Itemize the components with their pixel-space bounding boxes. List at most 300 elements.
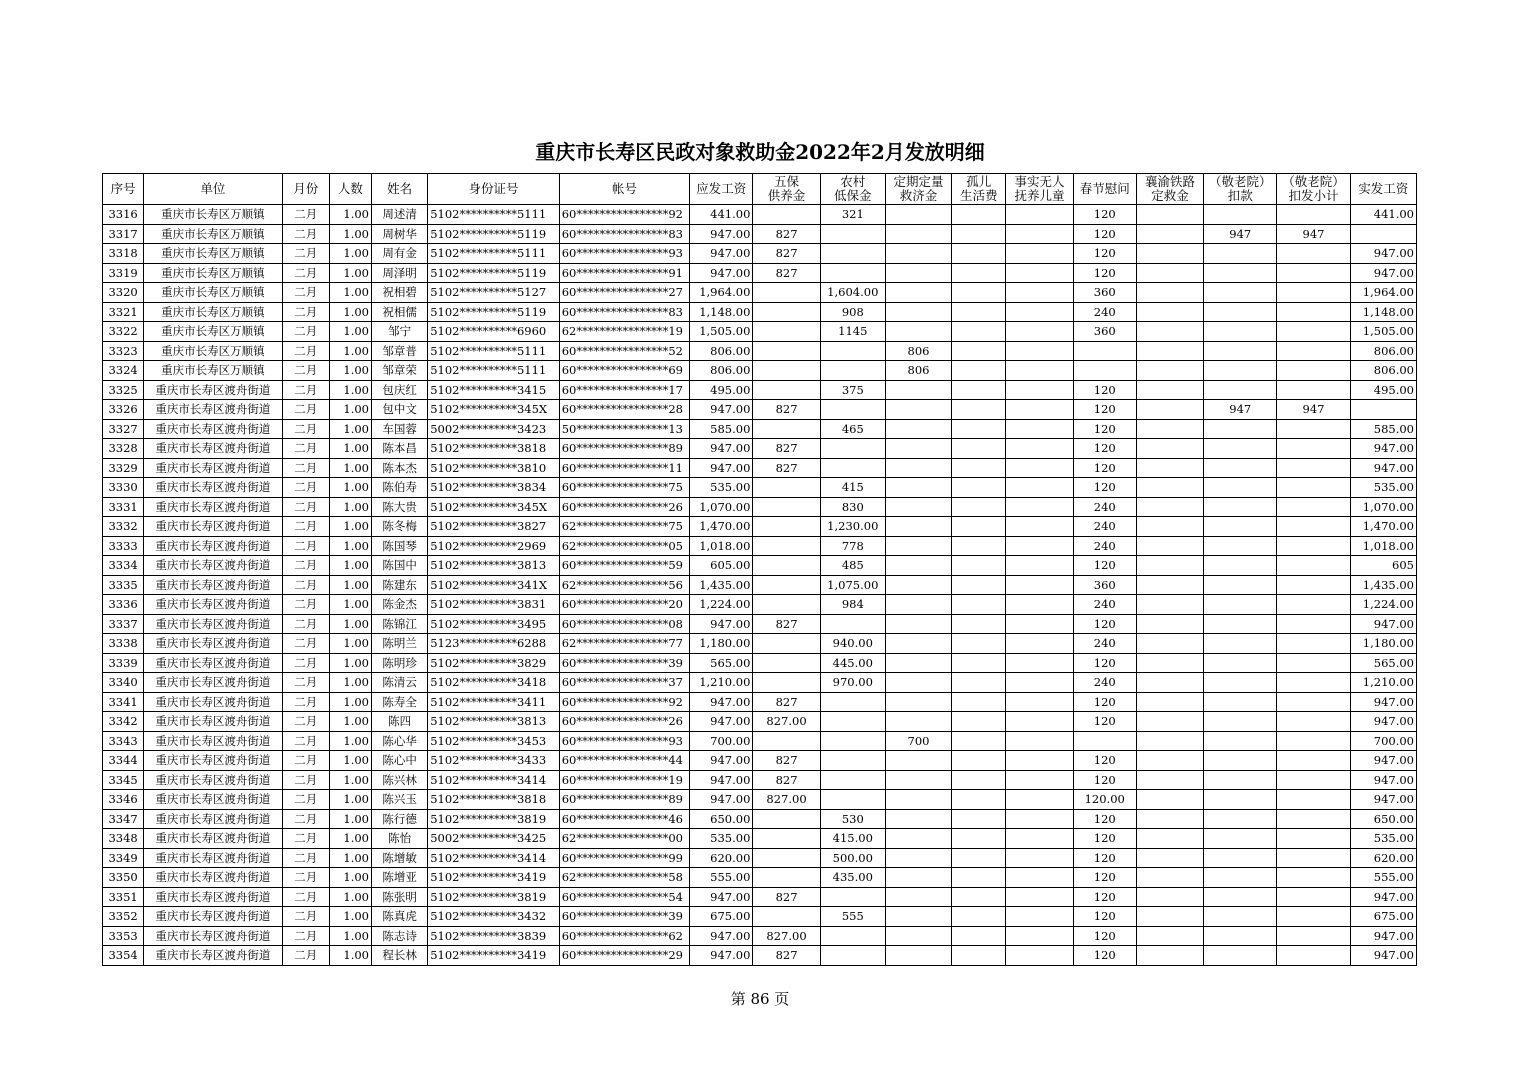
table-cell: 120 xyxy=(1073,458,1136,478)
table-cell xyxy=(1204,731,1277,751)
table-cell xyxy=(753,322,820,342)
table-cell: 947.00 xyxy=(690,751,753,771)
table-cell xyxy=(1136,205,1203,225)
table-cell xyxy=(1006,907,1073,927)
table-cell xyxy=(952,302,1006,322)
table-cell: 947.00 xyxy=(1350,790,1416,810)
table-row xyxy=(103,868,1417,888)
table-row xyxy=(103,361,1417,381)
table-cell xyxy=(753,283,820,303)
table-cell xyxy=(952,224,1006,244)
table-cell xyxy=(1350,224,1416,244)
table-cell: 重庆市长寿区渡舟街道 xyxy=(144,790,283,810)
table-cell: 360 xyxy=(1073,322,1136,342)
table-row xyxy=(103,517,1417,537)
table-cell: 1.00 xyxy=(329,829,371,849)
table-cell: 947 xyxy=(1277,400,1350,420)
table-cell: 240 xyxy=(1073,302,1136,322)
table-cell xyxy=(885,692,951,712)
table-cell xyxy=(952,458,1006,478)
table-cell xyxy=(952,244,1006,264)
table-cell: 1.00 xyxy=(329,244,371,264)
table-cell xyxy=(885,809,951,829)
table-cell xyxy=(1204,653,1277,673)
table-cell xyxy=(1136,478,1203,498)
table-cell xyxy=(1006,790,1073,810)
table-cell: 重庆市长寿区渡舟街道 xyxy=(144,751,283,771)
table-cell: 1,180.00 xyxy=(1350,634,1416,654)
table-cell: 二月 xyxy=(282,556,329,576)
table-cell: 5102**********3415 xyxy=(428,380,560,400)
table-cell: 3353 xyxy=(103,926,144,946)
table-cell: 1.00 xyxy=(329,517,371,537)
table-row xyxy=(103,341,1417,361)
table-cell: 重庆市长寿区渡舟街道 xyxy=(144,692,283,712)
table-cell: 3343 xyxy=(103,731,144,751)
table-cell xyxy=(952,322,1006,342)
table-cell xyxy=(1006,439,1073,459)
table-cell xyxy=(753,517,820,537)
table-cell xyxy=(1277,829,1350,849)
table-cell: 重庆市长寿区万顺镇 xyxy=(144,244,283,264)
table-cell xyxy=(1136,848,1203,868)
table-cell: 3351 xyxy=(103,887,144,907)
table-cell xyxy=(1136,946,1203,966)
table-cell: 120 xyxy=(1073,556,1136,576)
table-cell xyxy=(1136,400,1203,420)
table-cell xyxy=(1006,224,1073,244)
table-cell xyxy=(753,653,820,673)
table-cell: 5102**********3810 xyxy=(428,458,560,478)
table-cell: 530 xyxy=(820,809,885,829)
table-cell: 5102**********5119 xyxy=(428,263,560,283)
table-cell xyxy=(885,400,951,420)
table-cell: 3337 xyxy=(103,614,144,634)
table-cell xyxy=(952,634,1006,654)
table-cell: 5102**********5119 xyxy=(428,302,560,322)
table-cell: 5102**********6960 xyxy=(428,322,560,342)
table-cell: 650.00 xyxy=(690,809,753,829)
table-cell xyxy=(885,887,951,907)
table-cell: 陈明兰 xyxy=(372,634,428,654)
table-cell: 1,070.00 xyxy=(1350,497,1416,517)
table-cell: 1.00 xyxy=(329,790,371,810)
table-cell: 947.00 xyxy=(1350,887,1416,907)
table-row xyxy=(103,263,1417,283)
table-cell xyxy=(1277,712,1350,732)
table-cell: 827 xyxy=(753,439,820,459)
table-cell: 陈兴玉 xyxy=(372,790,428,810)
table-cell: 1,604.00 xyxy=(820,283,885,303)
table-cell: 5102**********3834 xyxy=(428,478,560,498)
table-cell xyxy=(1204,712,1277,732)
table-row xyxy=(103,614,1417,634)
table-cell: 1.00 xyxy=(329,868,371,888)
table-row xyxy=(103,692,1417,712)
column-header: （敬老院） 扣发小计 xyxy=(1277,174,1350,205)
table-cell xyxy=(820,887,885,907)
table-cell xyxy=(1277,595,1350,615)
table-cell xyxy=(1277,926,1350,946)
table-cell: 陈兴林 xyxy=(372,770,428,790)
table-cell xyxy=(1006,419,1073,439)
table-cell xyxy=(1006,595,1073,615)
table-cell: 984 xyxy=(820,595,885,615)
table-cell: 重庆市长寿区渡舟街道 xyxy=(144,575,283,595)
table-cell xyxy=(1136,614,1203,634)
table-cell: 60****************11 xyxy=(559,458,689,478)
table-cell xyxy=(1204,868,1277,888)
table-cell: 二月 xyxy=(282,614,329,634)
table-cell: 120 xyxy=(1073,263,1136,283)
table-cell: 947.00 xyxy=(1350,614,1416,634)
table-cell: 二月 xyxy=(282,751,329,771)
table-cell: 947.00 xyxy=(1350,263,1416,283)
table-cell: 重庆市长寿区万顺镇 xyxy=(144,341,283,361)
table-cell: 3339 xyxy=(103,653,144,673)
table-cell: 二月 xyxy=(282,244,329,264)
table-cell: 120 xyxy=(1073,419,1136,439)
table-cell: 车国蓉 xyxy=(372,419,428,439)
column-header: 帐号 xyxy=(559,174,689,205)
column-header: 姓名 xyxy=(372,174,428,205)
table-cell xyxy=(952,361,1006,381)
table-cell xyxy=(1277,946,1350,966)
table-cell: 62****************58 xyxy=(559,868,689,888)
table-cell xyxy=(753,868,820,888)
table-cell: 二月 xyxy=(282,809,329,829)
table-cell: 二月 xyxy=(282,770,329,790)
table-cell: 5102**********3819 xyxy=(428,809,560,829)
table-cell xyxy=(1006,848,1073,868)
table-cell: 重庆市长寿区渡舟街道 xyxy=(144,419,283,439)
table-cell: 1.00 xyxy=(329,458,371,478)
table-cell: 60****************28 xyxy=(559,400,689,420)
table-row xyxy=(103,400,1417,420)
table-cell: 重庆市长寿区渡舟街道 xyxy=(144,595,283,615)
table-cell: 827 xyxy=(753,946,820,966)
table-cell xyxy=(820,361,885,381)
table-cell: 邹章荣 xyxy=(372,361,428,381)
table-cell: 947.00 xyxy=(1350,770,1416,790)
table-cell: 1,435.00 xyxy=(690,575,753,595)
table-cell: 120 xyxy=(1073,887,1136,907)
table-cell xyxy=(885,790,951,810)
table-cell: 806.00 xyxy=(690,341,753,361)
table-cell: 周有金 xyxy=(372,244,428,264)
table-cell: 1.00 xyxy=(329,751,371,771)
table-row xyxy=(103,478,1417,498)
table-cell: 120 xyxy=(1073,478,1136,498)
table-cell xyxy=(753,731,820,751)
table-cell xyxy=(1006,361,1073,381)
column-header: 单位 xyxy=(144,174,283,205)
table-cell: 5102**********3453 xyxy=(428,731,560,751)
table-cell: 陈行德 xyxy=(372,809,428,829)
table-cell: 重庆市长寿区渡舟街道 xyxy=(144,829,283,849)
table-cell xyxy=(1277,848,1350,868)
table-cell xyxy=(1204,341,1277,361)
table-cell: 60****************46 xyxy=(559,809,689,829)
table-cell: 5102**********5127 xyxy=(428,283,560,303)
table-cell xyxy=(1277,751,1350,771)
table-cell xyxy=(820,224,885,244)
table-cell: 陈锦江 xyxy=(372,614,428,634)
table-cell xyxy=(1277,790,1350,810)
table-cell: 120 xyxy=(1073,614,1136,634)
table-cell xyxy=(820,341,885,361)
table-cell xyxy=(1006,673,1073,693)
table-cell: 827 xyxy=(753,244,820,264)
table-cell: 二月 xyxy=(282,790,329,810)
table-cell: 重庆市长寿区渡舟街道 xyxy=(144,926,283,946)
table-cell: 5002**********3425 xyxy=(428,829,560,849)
table-cell: 包庆红 xyxy=(372,380,428,400)
table-cell: 二月 xyxy=(282,380,329,400)
table-cell xyxy=(1073,341,1136,361)
column-header: 五保 供养金 xyxy=(753,174,820,205)
column-header: 人数 xyxy=(329,174,371,205)
table-cell xyxy=(1006,205,1073,225)
table-cell: 3347 xyxy=(103,809,144,829)
table-cell xyxy=(1204,419,1277,439)
table-cell xyxy=(1006,868,1073,888)
table-row xyxy=(103,497,1417,517)
table-cell: 827 xyxy=(753,770,820,790)
table-cell xyxy=(952,946,1006,966)
table-cell xyxy=(1136,712,1203,732)
table-cell: 二月 xyxy=(282,536,329,556)
table-cell xyxy=(1277,614,1350,634)
table-cell: 3341 xyxy=(103,692,144,712)
table-cell xyxy=(885,244,951,264)
table-cell: 二月 xyxy=(282,302,329,322)
table-cell xyxy=(1006,712,1073,732)
table-cell: 陈明珍 xyxy=(372,653,428,673)
table-cell xyxy=(1006,809,1073,829)
table-cell: 1.00 xyxy=(329,302,371,322)
table-cell: 240 xyxy=(1073,673,1136,693)
table-cell xyxy=(1277,302,1350,322)
table-cell: 5102**********3829 xyxy=(428,653,560,673)
table-cell xyxy=(885,575,951,595)
table-cell: 二月 xyxy=(282,692,329,712)
table-cell xyxy=(820,712,885,732)
table-cell: 二月 xyxy=(282,712,329,732)
table-cell xyxy=(1006,692,1073,712)
table-cell xyxy=(1204,595,1277,615)
table-cell: 675.00 xyxy=(1350,907,1416,927)
table-cell: 495.00 xyxy=(690,380,753,400)
table-cell: 120 xyxy=(1073,380,1136,400)
table-cell: 62****************75 xyxy=(559,517,689,537)
table-cell: 周泽明 xyxy=(372,263,428,283)
table-cell: 1,148.00 xyxy=(690,302,753,322)
table-cell: 1,018.00 xyxy=(1350,536,1416,556)
table-cell: 重庆市长寿区渡舟街道 xyxy=(144,634,283,654)
column-header: 序号 xyxy=(103,174,144,205)
table-cell: 60****************52 xyxy=(559,341,689,361)
table-cell: 1,230.00 xyxy=(820,517,885,537)
table-cell xyxy=(1136,497,1203,517)
table-cell xyxy=(1136,244,1203,264)
table-cell xyxy=(753,419,820,439)
table-cell xyxy=(1277,205,1350,225)
table-cell xyxy=(1277,263,1350,283)
table-cell: 60****************75 xyxy=(559,478,689,498)
table-cell xyxy=(753,829,820,849)
table-cell xyxy=(1006,829,1073,849)
table-cell xyxy=(1136,673,1203,693)
table-cell xyxy=(1136,575,1203,595)
table-cell: 5102**********3818 xyxy=(428,439,560,459)
table-cell xyxy=(952,731,1006,751)
table-cell xyxy=(952,673,1006,693)
table-cell: 包中文 xyxy=(372,400,428,420)
table-cell: 806.00 xyxy=(690,361,753,381)
table-cell xyxy=(1277,692,1350,712)
table-cell: 120 xyxy=(1073,829,1136,849)
table-cell: 60****************62 xyxy=(559,926,689,946)
table-cell xyxy=(885,536,951,556)
table-cell: 675.00 xyxy=(690,907,753,927)
table-cell xyxy=(1006,322,1073,342)
table-cell: 1.00 xyxy=(329,439,371,459)
table-cell xyxy=(952,341,1006,361)
table-cell: 陈国琴 xyxy=(372,536,428,556)
table-row xyxy=(103,536,1417,556)
table-cell: 5102**********3419 xyxy=(428,868,560,888)
table-cell: 120 xyxy=(1073,751,1136,771)
table-cell: 700 xyxy=(885,731,951,751)
table-cell xyxy=(1204,517,1277,537)
table-cell: 邹宁 xyxy=(372,322,428,342)
table-row xyxy=(103,751,1417,771)
table-cell: 5102**********3419 xyxy=(428,946,560,966)
table-cell: 700.00 xyxy=(690,731,753,751)
table-cell: 二月 xyxy=(282,731,329,751)
table-cell: 827 xyxy=(753,224,820,244)
table-cell: 1.00 xyxy=(329,673,371,693)
table-cell xyxy=(820,458,885,478)
table-cell: 60****************69 xyxy=(559,361,689,381)
table-cell: 947.00 xyxy=(1350,926,1416,946)
table-cell: 60****************59 xyxy=(559,556,689,576)
table-cell: 重庆市长寿区万顺镇 xyxy=(144,361,283,381)
table-cell: 5102**********3432 xyxy=(428,907,560,927)
table-cell xyxy=(1136,361,1203,381)
table-cell xyxy=(1204,673,1277,693)
table-cell: 5102**********3433 xyxy=(428,751,560,771)
table-cell: 重庆市长寿区渡舟街道 xyxy=(144,712,283,732)
table-cell xyxy=(1277,244,1350,264)
table-row xyxy=(103,244,1417,264)
table-cell: 1.00 xyxy=(329,556,371,576)
table-cell: 120 xyxy=(1073,439,1136,459)
table-cell: 1.00 xyxy=(329,575,371,595)
table-cell: 1,470.00 xyxy=(1350,517,1416,537)
table-cell xyxy=(753,361,820,381)
table-cell xyxy=(952,595,1006,615)
table-cell: 5123**********6288 xyxy=(428,634,560,654)
table-cell xyxy=(1277,497,1350,517)
table-row xyxy=(103,634,1417,654)
table-cell: 700.00 xyxy=(1350,731,1416,751)
table-row xyxy=(103,926,1417,946)
table-cell xyxy=(753,848,820,868)
table-cell xyxy=(952,887,1006,907)
table-cell: 60****************27 xyxy=(559,283,689,303)
table-row xyxy=(103,458,1417,478)
table-cell xyxy=(1136,380,1203,400)
table-cell: 60****************83 xyxy=(559,302,689,322)
table-cell: 555 xyxy=(820,907,885,927)
table-cell xyxy=(1136,556,1203,576)
table-cell: 1.00 xyxy=(329,946,371,966)
table-cell: 120 xyxy=(1073,712,1136,732)
table-cell: 947.00 xyxy=(690,439,753,459)
table-cell xyxy=(1204,907,1277,927)
table-cell xyxy=(952,926,1006,946)
table-cell: 1,224.00 xyxy=(1350,595,1416,615)
table-cell: 535.00 xyxy=(1350,478,1416,498)
table-cell xyxy=(753,575,820,595)
table-cell: 445.00 xyxy=(820,653,885,673)
table-cell: 60****************19 xyxy=(559,770,689,790)
table-cell: 陈张明 xyxy=(372,887,428,907)
table-cell: 陈心中 xyxy=(372,751,428,771)
table-cell xyxy=(952,692,1006,712)
table-cell xyxy=(1006,283,1073,303)
table-cell: 120 xyxy=(1073,224,1136,244)
table-cell xyxy=(753,302,820,322)
table-cell: 1.00 xyxy=(329,926,371,946)
table-cell: 二月 xyxy=(282,341,329,361)
table-cell: 565.00 xyxy=(1350,653,1416,673)
table-cell xyxy=(1136,263,1203,283)
table-cell xyxy=(1006,458,1073,478)
table-cell: 60****************54 xyxy=(559,887,689,907)
table-cell: 120 xyxy=(1073,809,1136,829)
table-cell xyxy=(885,205,951,225)
table-cell: 重庆市长寿区渡舟街道 xyxy=(144,497,283,517)
table-cell: 陈增亚 xyxy=(372,868,428,888)
table-cell: 1.00 xyxy=(329,712,371,732)
table-cell: 重庆市长寿区万顺镇 xyxy=(144,224,283,244)
table-cell: 二月 xyxy=(282,458,329,478)
table-cell xyxy=(1277,517,1350,537)
table-cell: 60****************92 xyxy=(559,205,689,225)
table-cell: 3352 xyxy=(103,907,144,927)
table-cell: 947 xyxy=(1204,400,1277,420)
table-cell: 5102**********3839 xyxy=(428,926,560,946)
table-cell: 1.00 xyxy=(329,692,371,712)
table-cell: 1,148.00 xyxy=(1350,302,1416,322)
table-cell xyxy=(952,400,1006,420)
table-cell: 60****************08 xyxy=(559,614,689,634)
table-cell xyxy=(1204,790,1277,810)
table-cell xyxy=(753,536,820,556)
table-cell xyxy=(885,926,951,946)
table-cell xyxy=(1006,556,1073,576)
table-cell: 重庆市长寿区渡舟街道 xyxy=(144,946,283,966)
table-cell: 二月 xyxy=(282,848,329,868)
table-cell xyxy=(1006,244,1073,264)
table-cell xyxy=(885,653,951,673)
table-cell: 1,470.00 xyxy=(690,517,753,537)
table-cell xyxy=(952,907,1006,927)
table-cell: 3329 xyxy=(103,458,144,478)
